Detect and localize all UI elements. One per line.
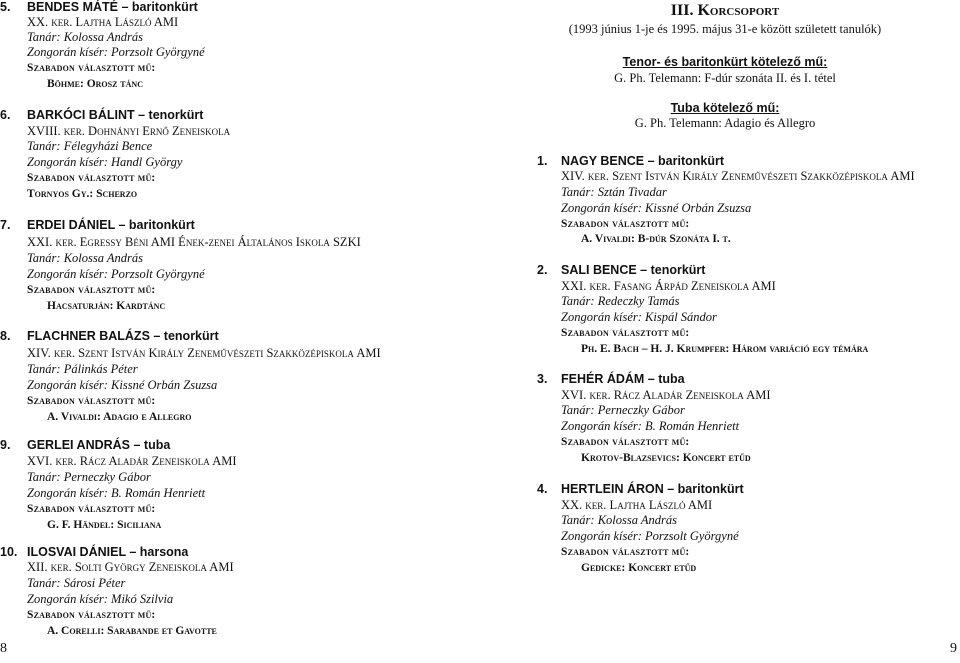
accompanist: Zongorán kísér: Kissné Orbán Zsuzsa: [27, 378, 218, 392]
piece: Ph. E. Bach – H. J. Krumpfer: Három variáció egy témára: [581, 343, 869, 355]
piece: Tornyos Gy.: Scherzo: [27, 188, 138, 200]
teacher: Tanár: Sárosi Péter: [27, 576, 126, 590]
free-choice-label: Szabadon választott mű:: [561, 436, 690, 448]
student-name: ILOSVAI DÁNIEL – harsona: [27, 545, 189, 559]
student-name: BARKÓCI BÁLINT – tenorkürt: [27, 108, 204, 122]
teacher: Tanár: Perneczky Gábor: [561, 403, 685, 417]
student-name: ERDEI DÁNIEL – baritonkürt: [27, 218, 195, 232]
piece: Böhme: Orosz tánc: [47, 78, 143, 90]
section-title: III. Korcsoport: [670, 2, 780, 19]
free-choice-label: Szabadon választott mű:: [27, 609, 156, 621]
student-name: GERLEI ANDRÁS – tuba: [27, 438, 171, 452]
school: XVI. ker. Rácz Aladár Zeneiskola AMI: [27, 454, 237, 468]
required-piece-title-tuba: Tuba kötelező mű:: [670, 101, 780, 115]
free-choice-label: Szabadon választott mű:: [27, 62, 156, 74]
page-number-left: 8: [0, 641, 7, 656]
school: XX. ker. Lajtha László AMI: [561, 498, 713, 512]
accompanist: Zongorán kísér: Mikó Szilvia: [27, 592, 174, 606]
accompanist: Zongorán kísér: B. Román Henriett: [27, 486, 206, 500]
teacher: Tanár: Kolossa András: [561, 513, 678, 527]
school: XII. ker. Solti György Zeneiskola AMI: [27, 560, 234, 574]
school: XXI. ker. Fasang Árpád Zeneiskola AMI: [561, 279, 776, 293]
school: XVI. ker. Rácz Aladár Zeneiskola AMI: [561, 388, 771, 402]
piece: A. Vivaldi: Adagio e Allegro: [47, 411, 192, 423]
entry-number: 5.: [0, 0, 11, 14]
school: XXI. ker. Egressy Béni AMI Ének-zenei Általános Iskola SZKI: [27, 235, 361, 249]
entry-number: 10.: [0, 545, 18, 559]
free-choice-label: Szabadon választott mű:: [27, 503, 156, 515]
teacher: Tanár: Perneczky Gábor: [27, 470, 151, 484]
required-piece-kurt: G. Ph. Telemann: F-dúr szonáta II. és I. tétel: [614, 71, 836, 85]
free-choice-label: Szabadon választott mű:: [561, 327, 690, 339]
teacher: Tanár: Pálinkás Péter: [27, 362, 138, 376]
student-name: BENDES MÁTÉ – baritonkürt: [27, 0, 198, 14]
free-choice-label: Szabadon választott mű:: [561, 546, 690, 558]
piece: Gedicke: Koncert etűd: [581, 562, 697, 574]
entry-number: 2.: [537, 263, 548, 277]
student-name: FEHÉR ÁDÁM – tuba: [561, 372, 685, 386]
free-choice-label: Szabadon választott mű:: [27, 395, 156, 407]
entry-number: 1.: [537, 154, 548, 168]
accompanist: Zongorán kísér: Handl György: [27, 155, 183, 169]
student-name: NAGY BENCE – baritonkürt: [561, 154, 724, 168]
entry-number: 8.: [0, 329, 11, 343]
school: XIV. ker. Szent István Király Zeneművészeti Szakközépiskola AMI: [27, 346, 381, 360]
accompanist: Zongorán kísér: Porzsolt Györgyné: [27, 45, 205, 59]
accompanist: Zongorán kísér: Porzsolt Györgyné: [27, 267, 205, 281]
piece: A. Corelli: Sarabande et Gavotte: [47, 625, 217, 637]
student-name: SALI BENCE – tenorkürt: [561, 263, 706, 277]
section-subtitle: (1993 június 1-je és 1995. május 31-e között született tanulók): [568, 22, 882, 36]
teacher: Tanár: Sztán Tivadar: [561, 185, 667, 199]
free-choice-label: Szabadon választott mű:: [561, 218, 690, 230]
student-name: FLACHNER BALÁZS – tenorkürt: [27, 329, 219, 343]
required-piece-tuba: G. Ph. Telemann: Adagio és Allegro: [634, 116, 816, 130]
accompanist: Zongorán kísér: Kissné Orbán Zsuzsa: [561, 201, 752, 215]
piece: Krotov-Blazsevics: Koncert etűd: [581, 452, 751, 464]
accompanist: Zongorán kísér: B. Román Henriett: [561, 419, 740, 433]
school: XVIII. ker. Dohnányi Ernő Zeneiskola: [27, 124, 231, 138]
required-piece-title-kurt: Tenor- és baritonkürt kötelező mű:: [622, 55, 828, 69]
entry-number: 6.: [0, 108, 11, 122]
entry-number: 4.: [537, 482, 548, 496]
accompanist: Zongorán kísér: Kispál Sándor: [561, 310, 717, 324]
teacher: Tanár: Kolossa András: [27, 251, 144, 265]
school: XIV. ker. Szent István Király Zeneművészeti Szakközépiskola AMI: [561, 169, 915, 183]
entry-number: 3.: [537, 372, 548, 386]
piece: G. F. Händel: Siciliana: [47, 519, 162, 531]
teacher: Tanár: Félegyházi Bence: [27, 139, 153, 153]
free-choice-label: Szabadon választott mű:: [27, 172, 156, 184]
teacher: Tanár: Kolossa András: [27, 30, 144, 44]
student-name: HERTLEIN ÁRON – baritonkürt: [561, 482, 744, 496]
page-number-right: 9: [950, 641, 957, 656]
entry-number: 9.: [0, 438, 11, 452]
accompanist: Zongorán kísér: Porzsolt Györgyné: [561, 529, 739, 543]
entry-number: 7.: [0, 218, 11, 232]
free-choice-label: Szabadon választott mű:: [27, 284, 156, 296]
piece: A. Vivaldi: B-dúr Szonáta I. t.: [581, 233, 731, 245]
piece: Hacsaturján: Kardtánc: [47, 300, 166, 312]
school: XX. ker. Lajtha László AMI: [27, 15, 179, 29]
teacher: Tanár: Redeczky Tamás: [561, 294, 680, 308]
